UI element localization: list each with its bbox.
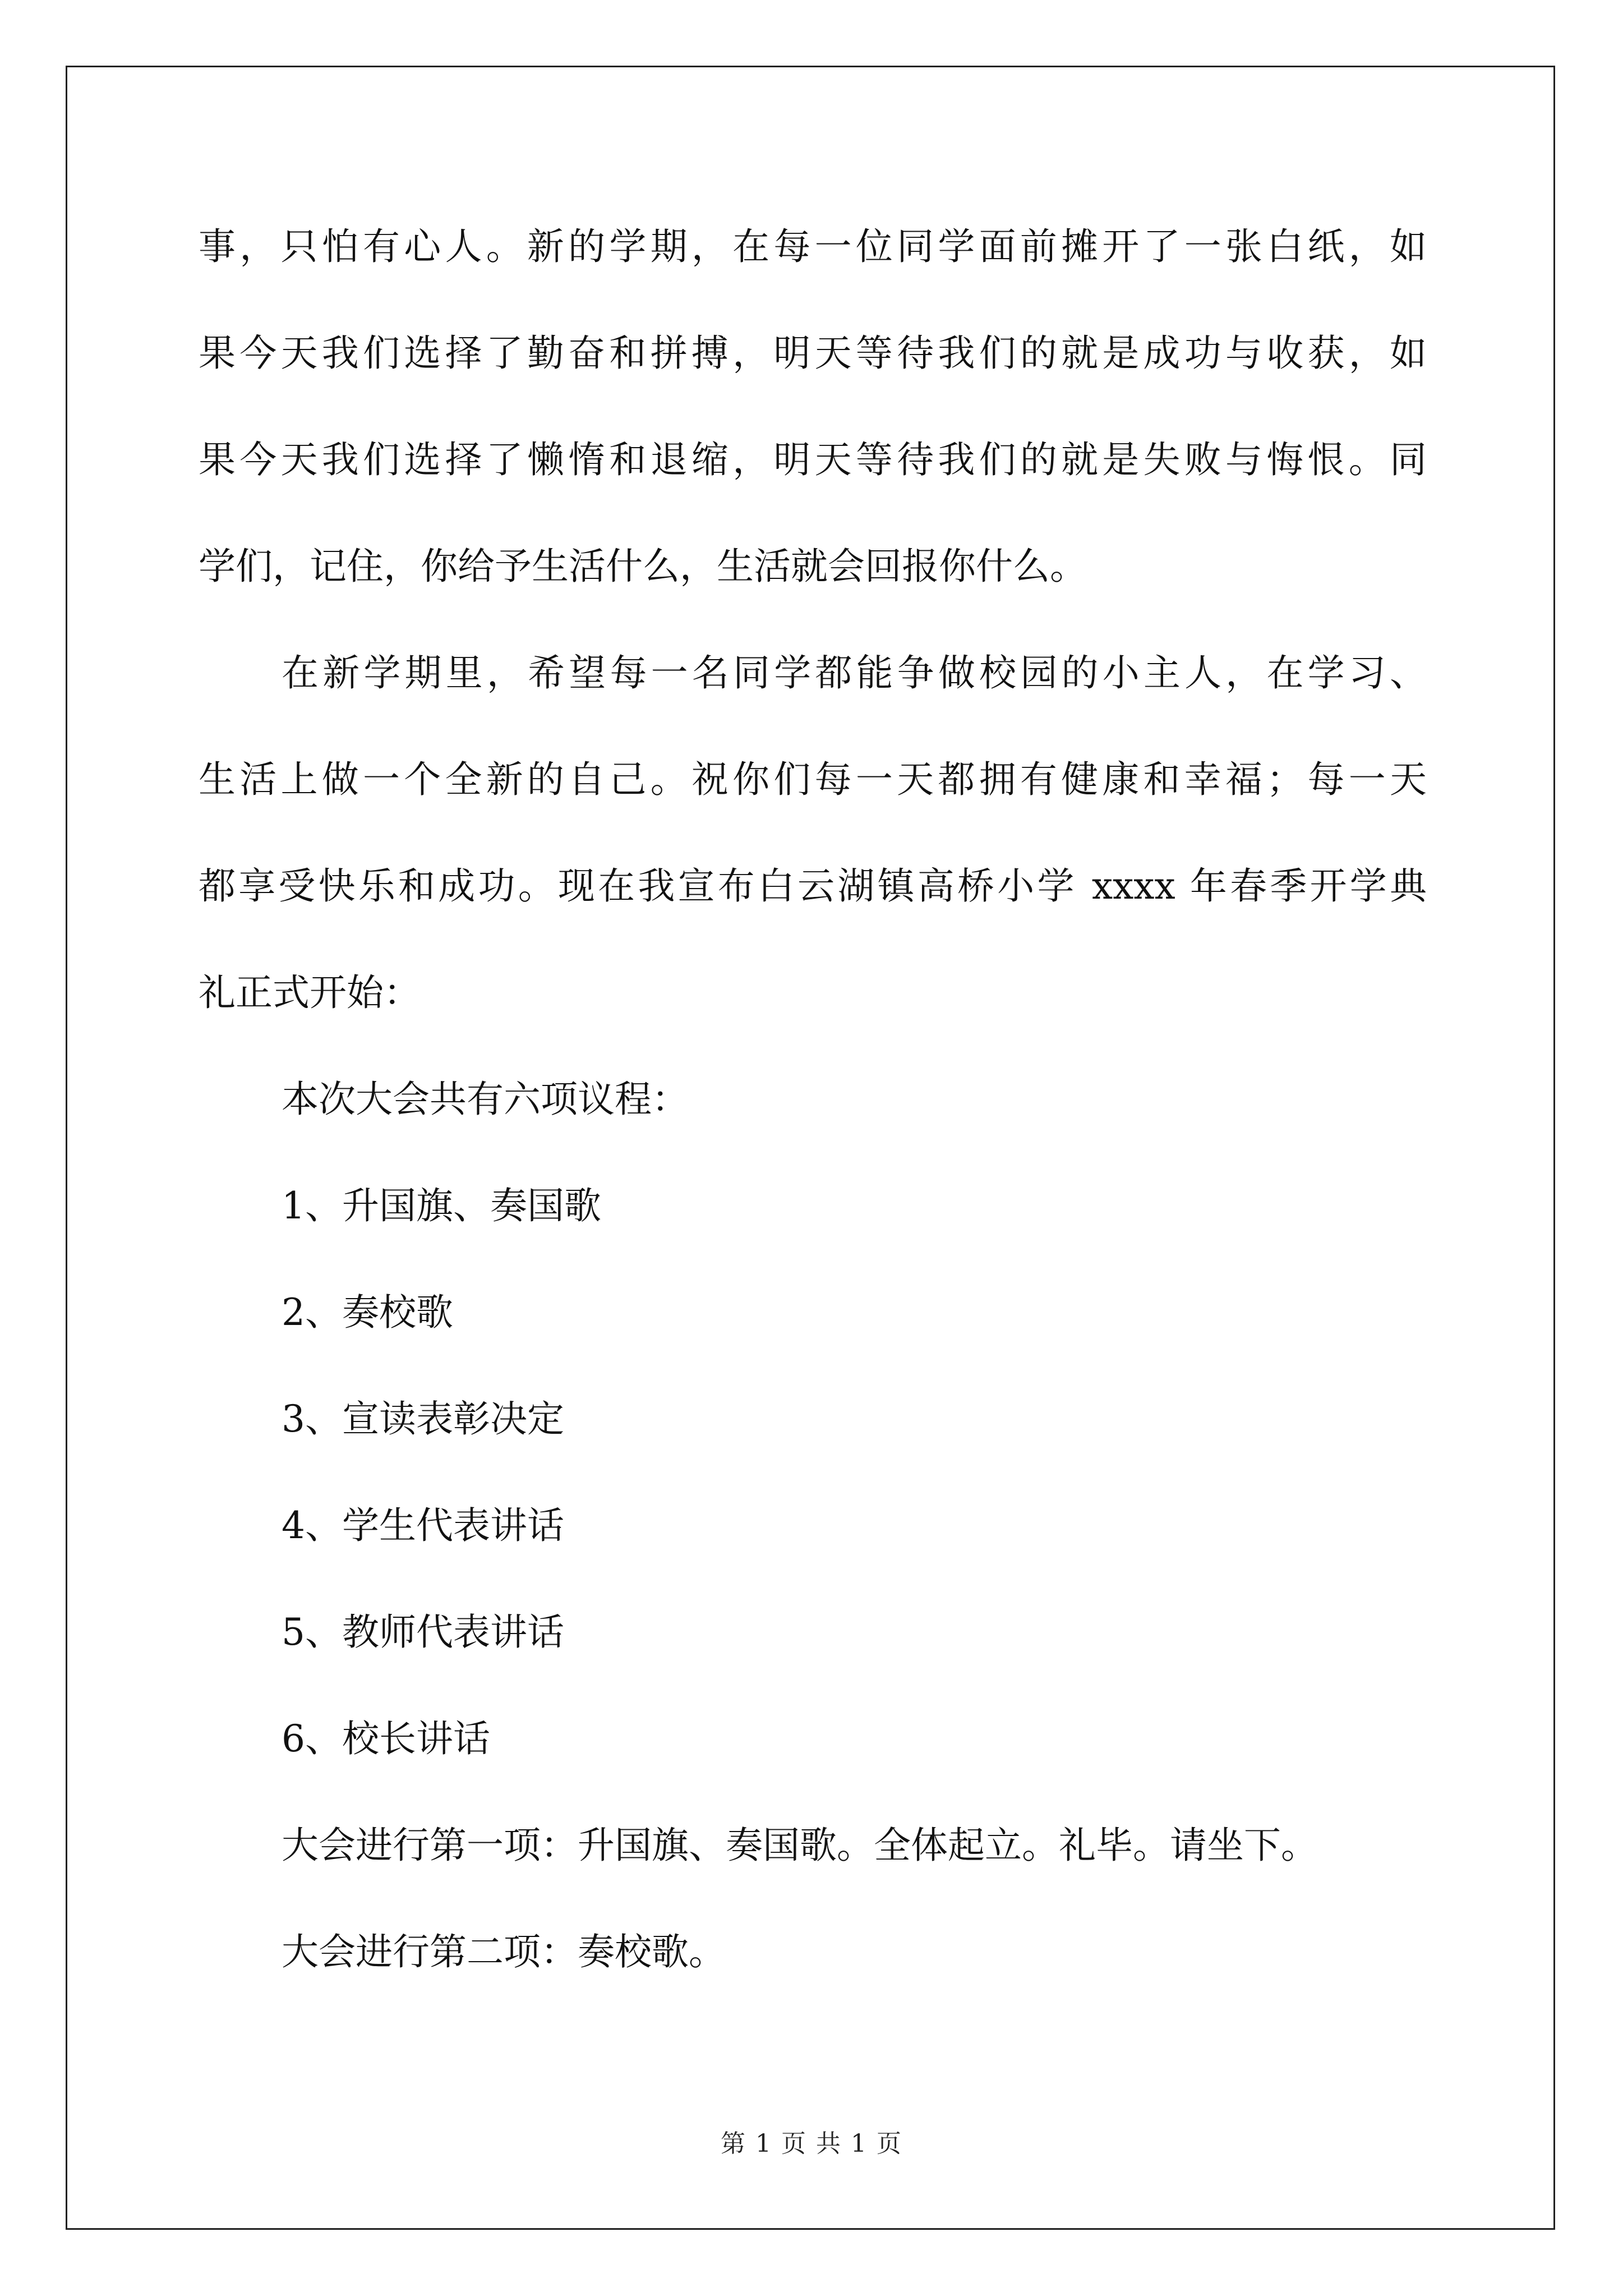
paragraph-line: 都享受快乐和成功。现在我宣布白云湖镇高桥小学 xxxx 年春季开学典 [199,864,1427,908]
paragraph-line: 事，只怕有心人。新的学期，在每一位同学面前摊开了一张白纸，如 [199,225,1427,268]
paragraph-line: 学们，记住，你给予生活什么，生活就会回报你什么。 [199,545,1087,588]
document-body [199,194,1427,2005]
page-footer: 第 1 页 共 1 页 [721,2129,902,2158]
paragraph-line: 在新学期里，希望每一名同学都能争做校园的小主人，在学习、 [282,651,1427,694]
agenda-item: 4、学生代表讲话 [282,1504,564,1547]
paragraph-line: 果今天我们选择了懒惰和退缩，明天等待我们的就是失败与悔恨。同 [199,438,1427,481]
paragraph-line: 生活上做一个全新的自己。祝你们每一天都拥有健康和幸福；每一天 [199,758,1427,801]
paragraph-line: 果今天我们选择了勤奋和拼搏，明天等待我们的就是成功与收获，如 [199,332,1427,375]
agenda-item: 3、宣读表彰决定 [282,1397,564,1441]
agenda-heading: 本次大会共有六项议程： [282,1078,689,1121]
agenda-item: 5、教师代表讲话 [282,1611,564,1654]
agenda-item: 2、奏校歌 [282,1291,453,1334]
agenda-item: 6、校长讲话 [282,1717,490,1760]
paragraph-line: 大会进行第一项：升国旗、奏国歌。全体起立。礼毕。请坐下。 [282,1824,1318,1867]
paragraph-line: 大会进行第二项：奏校歌。 [282,1930,726,1973]
agenda-item: 1、升国旗、奏国歌 [282,1184,601,1227]
paragraph-line: 礼正式开始： [199,971,421,1014]
